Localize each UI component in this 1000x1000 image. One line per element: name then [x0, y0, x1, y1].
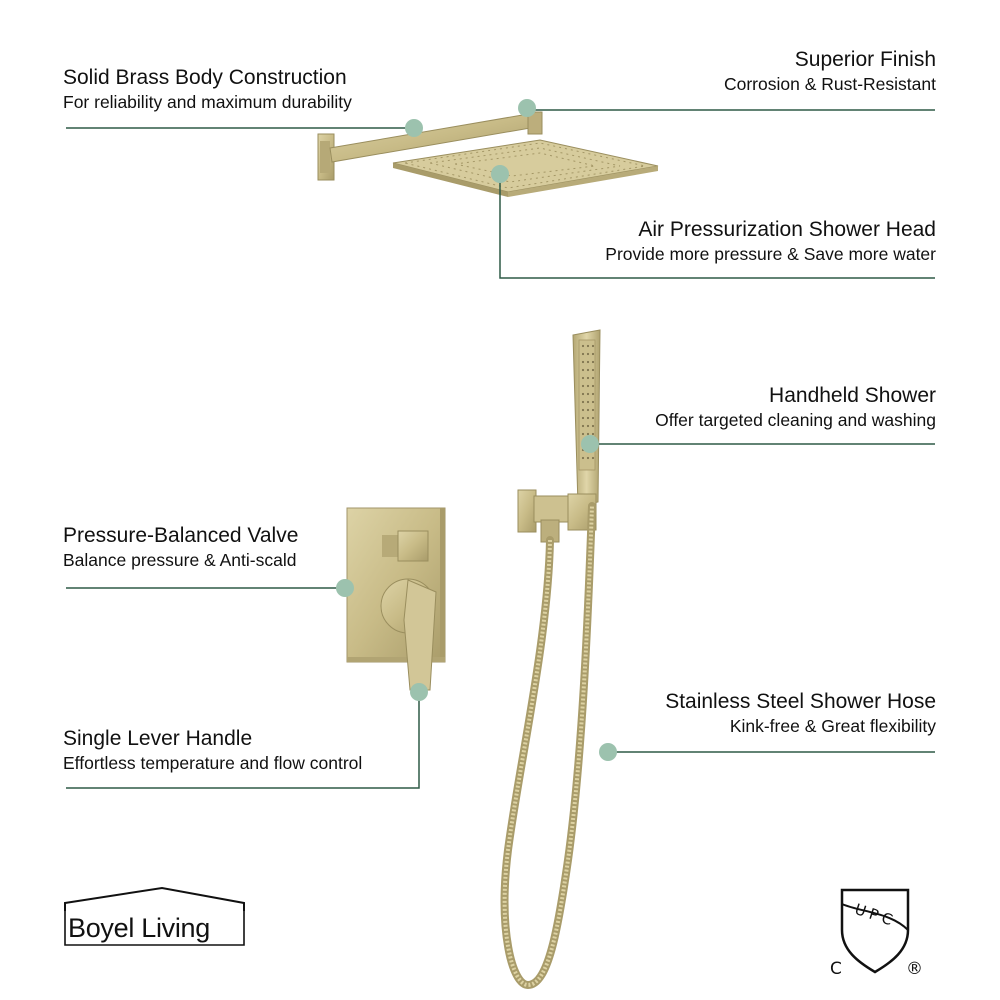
feature-subtitle: Balance pressure & Anti-scald: [63, 550, 297, 570]
feature-subtitle: Effortless temperature and flow control: [63, 753, 363, 773]
callout-lines: [66, 110, 935, 788]
shower-hose: [505, 506, 592, 985]
cert-c-letter: C: [830, 959, 842, 979]
valve-trim-plate: [347, 508, 445, 690]
feature-finish: [724, 47, 936, 95]
cert-registered-symbol: ®: [906, 959, 923, 979]
feature-title: Air Pressurization Shower Head: [638, 218, 936, 241]
feature-subtitle: Corrosion & Rust-Resistant: [723, 74, 936, 94]
upc-certification: [820, 880, 930, 980]
feature-subtitle: For reliability and maximum durability: [63, 92, 352, 112]
feature-lever: [63, 726, 362, 774]
upc-shield-icon: [820, 880, 930, 980]
feature-title: Stainless Steel Shower Hose: [665, 690, 936, 713]
feature-subtitle: Provide more pressure & Save more water: [605, 244, 936, 264]
feature-title: Pressure-Balanced Valve: [63, 524, 299, 547]
feature-title: Handheld Shower: [769, 384, 936, 407]
upc-letters: UPC: [852, 900, 899, 931]
brand-logo: [62, 885, 248, 947]
handheld-bracket: [518, 490, 596, 542]
rain-shower-head: [393, 140, 658, 197]
feature-title: Solid Brass Body Construction: [63, 66, 347, 89]
brand-name: Boyel Living: [68, 913, 210, 943]
feature-hose: [665, 689, 936, 737]
feature-brass: [63, 65, 352, 113]
feature-showerhead: [605, 217, 936, 265]
feature-title: Single Lever Handle: [63, 727, 253, 750]
handheld-shower: [573, 330, 600, 506]
feature-valve: [63, 523, 298, 571]
feature-title: Superior Finish: [794, 48, 936, 71]
feature-subtitle: Kink-free & Great flexibility: [729, 716, 936, 736]
feature-subtitle: Offer targeted cleaning and washing: [655, 410, 936, 430]
feature-handheld: [655, 383, 936, 431]
